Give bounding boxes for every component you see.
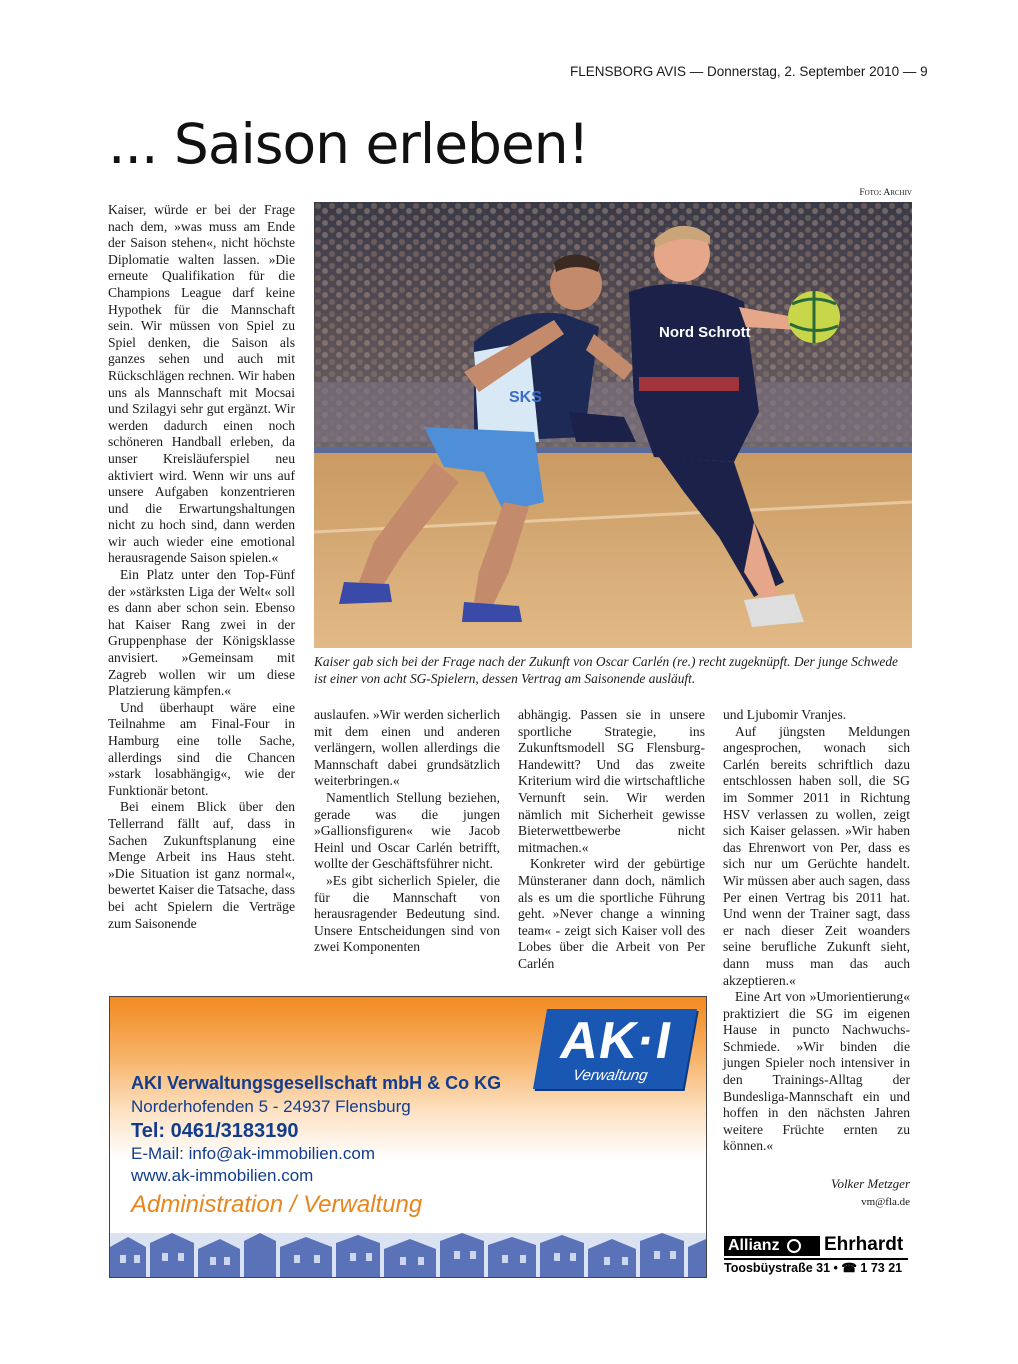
paragraph: »Es gibt sicherlich Spieler, die für die Mannschaft von herausragender Bedeutung sind. Unsere Entscheidungen sind von zwei Komponenten	[314, 872, 500, 955]
article-column-4	[723, 707, 910, 1155]
paragraph: und Ljubomir Vranjes.	[723, 707, 847, 722]
ad-slogan: Administration / Verwaltung	[131, 1191, 423, 1218]
paragraph: auslaufen. »Wir werden sicherlich mit dem einen und anderen verlängern, wollen allerdings die Mannschaft dabei grundsätzlich weiterbringen.«	[314, 707, 500, 789]
paragraph: Auf jüngsten Meldungen angesprochen, wonach sich Carlén bereits schriftlich dazu entschlossen haben soll, die SG im Sommer 2011 in Richtung HSV verlassen zu wollen, zeigt sich Kaiser gelassen. »Wir haben das Ehrenwort von Per, dass es sich nur um Gerüchte handelt. Wir müssen aber auch sagen, dass Per einen Vertrag bis 2011 hat. Und wenn der Trainer sagt, dass er nach dieser Zeit woanders seine berufliche Zukunft sieht, dann muss man das auch akzeptieren.«	[723, 723, 910, 988]
ad-web: www.ak-immobilien.com	[131, 1166, 314, 1185]
ad-skyline-illustration	[110, 1233, 706, 1277]
handball-photo-illustration	[314, 202, 912, 648]
author-email: vm@fla.de	[861, 1196, 910, 1208]
paragraph: Kaiser, würde er bei der Frage nach dem, »was muss am Ende der Saison stehen«, nicht höchste Diplomatie walten lassen. »Die erneute Qualifikation für die Champions League darf keine Hypothek für die Mannschaft sein. Wir müssen von Spiel zu Spiel denken, die Saison als ganzes sehen und auch mit Rückschlägen rechnen. Wir haben uns als Mannschaft mit Mocsai und Szilagyi sehr gut ergänzt. Wir werden dadurch einen noch schöneren Handball erleben, da unser Kreisläuferspiel neu aktiviert wird. Wenn wir uns auf unsere Aufgaben konzentrieren und die Erwartungshaltungen nicht zu hoch sind, dann werden wir auch wieder eine emotional herausragende Saison spielen.«	[108, 202, 295, 566]
ad-address: Norderhofenden 5 - 24937 Flensburg	[131, 1097, 411, 1116]
ad-phone: Tel: 0461/3183190	[131, 1120, 299, 1142]
jersey-right-text: Nord Schrott	[659, 324, 751, 341]
jersey-left-text: SKS	[509, 389, 542, 406]
paragraph: Namentlich Stellung beziehen, gerade was die jungen »Gallionsfiguren« wie Jacob Heinl und Oscar Carlén betrifft, wollte der Geschäftsführer nicht.	[314, 789, 500, 872]
running-head: FLENSBORG AVIS — Donnerstag, 2. September 2010 — 9	[570, 64, 928, 79]
article-column-3	[518, 707, 705, 973]
paragraph: Ein Platz unter den Top-Fünf der »stärksten Liga der Welt« soll es dann aber schon sein. Ebenso hat Kaiser Rang zwei in der Gruppenphase der Königsklasse anvisiert. »Gemeinsam mit Zagreb wollen wir um diese Platzierung kämpfen.«	[108, 567, 295, 699]
allianz-brand: Allianz	[728, 1237, 780, 1254]
allianz-advertisement	[724, 1236, 908, 1274]
paragraph: Und überhaupt wäre eine Teilnahme am Final-Four in Hamburg eine tolle Sache, allerdings sind die Chancen »stark losabhängig«, wie der Funktionär betont.	[108, 699, 295, 798]
aki-advertisement	[109, 996, 707, 1278]
aki-logo-text: AK·I	[555, 1012, 677, 1070]
photo-credit: Foto: Archiv	[859, 188, 912, 198]
author-name: Volker Metzger	[830, 1176, 910, 1191]
ad-email: E-Mail: info@ak-immobilien.com	[131, 1144, 375, 1163]
article-column-1	[108, 202, 295, 932]
paragraph: abhängig. Passen sie in unsere sportliche Strategie, ins Zukunftsmodell SG Flensburg-Handewitt? Und das zweite Kriterium wird die wirtschaftliche Vernunft sein. Wir werden nämlich mit Sicherheit gewisse Bieterwettbewerbe nicht mitmachen.«	[518, 707, 705, 855]
allianz-address: Toosbüystraße 31 • ☎ 1 73 21	[724, 1261, 903, 1275]
aki-logo-subtitle: Verwaltung	[571, 1067, 650, 1084]
photo-caption: Kaiser gab sich bei der Frage nach der Zukunft von Oscar Carlén (re.) recht zugeknüpft. Der junge Schwede ist einer von acht SG-Spielern, dessen Vertrag am Saisonende ausläuft.	[314, 654, 898, 686]
paragraph: Bei einem Blick über den Tellerrand fällt auf, dass in Sachen Zukunftsplanung eine Menge Arbeit ins Haus steht. »Die Situation ist ganz normal«, bewertet Kaiser die Tatsache, dass bei acht Spielern die Verträge zum Saisonende	[108, 799, 295, 931]
aki-logo	[533, 1009, 697, 1089]
paragraph: Eine Art von »Umorientierung« praktiziert die SG im eigenen Hause in puncto Nachwuchs-Schmiede. »Wir binden die jungen Spieler noch intensiver in den Trainings-Alltag der Bundesliga-Mannschaft ein und hoffen in den nächsten Jahren weitere Früchte ernten zu können.«	[723, 989, 910, 1154]
article-column-2	[314, 707, 500, 956]
allianz-agent-name: Ehrhardt	[824, 1234, 904, 1255]
ad-company: AKI Verwaltungsgesellschaft mbH & Co KG	[131, 1073, 502, 1093]
headline: ... Saison erleben!	[108, 112, 589, 176]
paragraph: Konkreter wird der gebürtige Münsteraner dann doch, nämlich als es um die sportliche Führung geht. »Never change a winning team« - zeigt sich Kaiser voll des Lobes über die Arbeit von Per Carlén	[518, 856, 705, 971]
article-photo	[314, 202, 912, 648]
allianz-logo	[724, 1236, 820, 1256]
handball-ball	[788, 291, 840, 343]
allianz-eagle-icon	[787, 1239, 801, 1253]
